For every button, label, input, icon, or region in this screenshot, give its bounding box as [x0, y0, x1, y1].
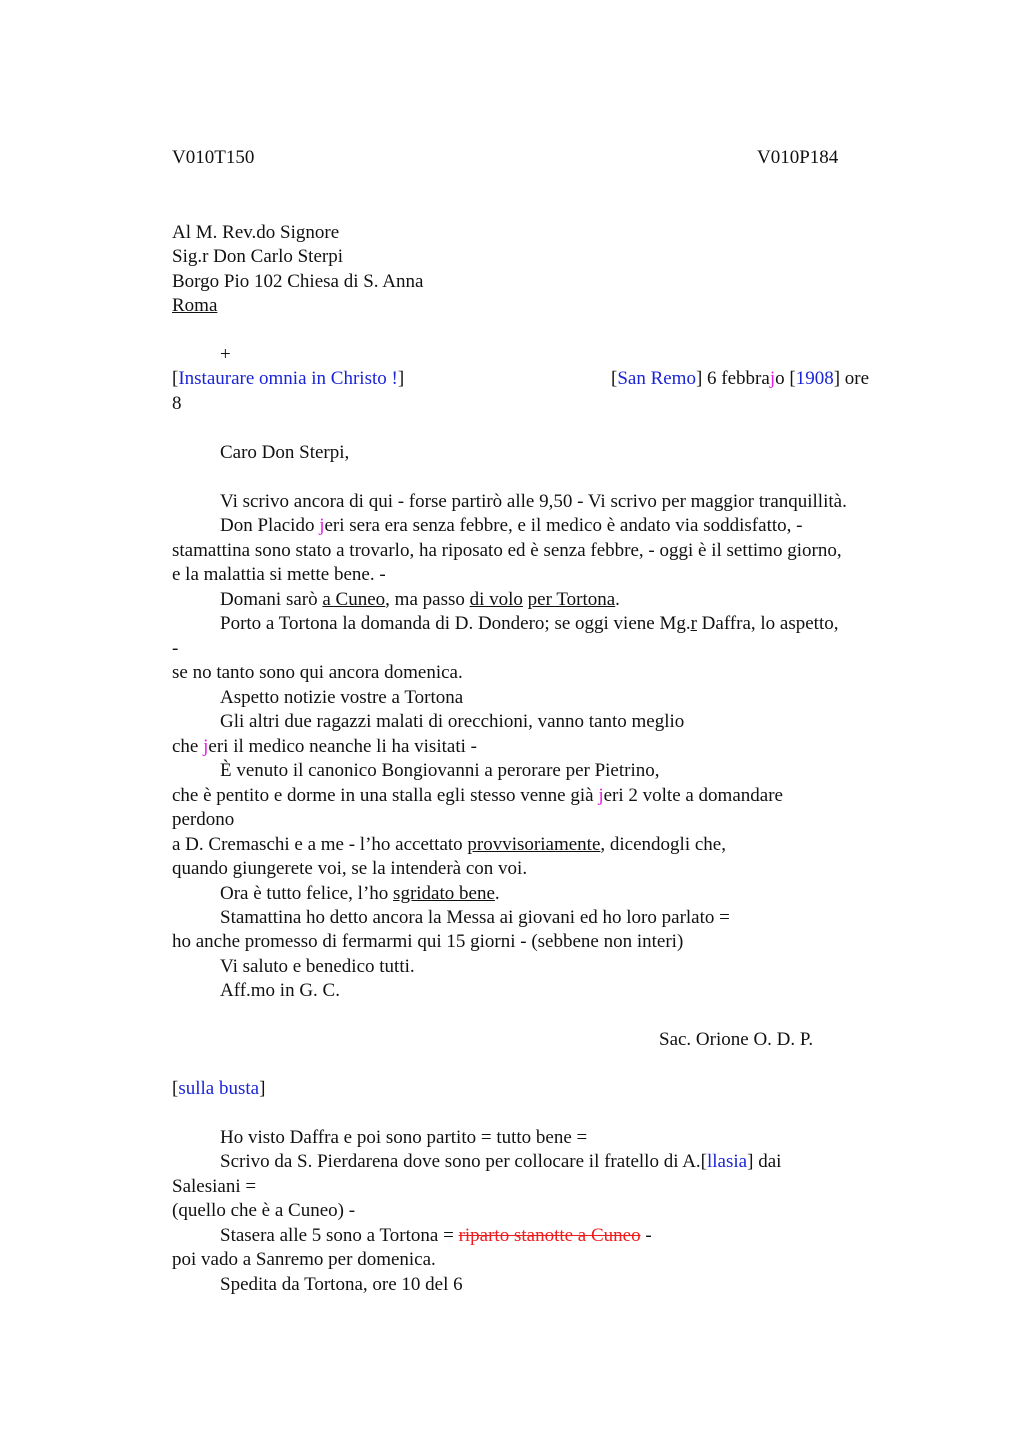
envelope-note-text: sulla busta	[178, 1078, 260, 1099]
dateline-emendation: j	[769, 368, 776, 389]
text-run: Don Placido	[220, 515, 320, 536]
postscript-line: (quello che è a Cuneo) -	[172, 1200, 356, 1221]
body-line: -	[172, 638, 179, 659]
text-run: a D. Cremaschi e a me - l’ho accettato	[172, 834, 468, 855]
text-run: che	[172, 736, 204, 757]
closing: Aff.mo in G. C.	[220, 980, 340, 1001]
text-run: Domani sarò	[220, 589, 323, 610]
motto-text: Instaurare omnia in Christo !	[178, 368, 398, 389]
underlined-text: di volo	[469, 589, 523, 610]
dateline-date: 6 febbra	[707, 368, 770, 389]
text-run: eri sera era senza febbre, e il medico è andato via soddisfatto, -	[324, 515, 803, 536]
body-line	[220, 588, 620, 612]
body-line	[172, 833, 726, 857]
body-line: Aspetto notizie vostre a Tortona	[220, 687, 464, 708]
archive-code-right: V010P184	[757, 147, 839, 168]
body-line: Vi saluto e benedico tutti.	[220, 956, 415, 977]
editorial-insertion: llasia	[707, 1151, 748, 1172]
body-line: se no tanto sono qui ancora domenica.	[172, 662, 463, 683]
body-line: ho anche promesso di fermarmi qui 15 giorni - (sebbene non interi)	[172, 931, 684, 952]
dateline: [San Remo] 6 febbrajo [1908] ore	[611, 368, 870, 389]
body-line	[172, 735, 477, 759]
postscript-line: Salesiani =	[172, 1176, 257, 1197]
dateline-place: San Remo	[617, 368, 696, 389]
emendation-j: j	[203, 736, 209, 757]
text-run: che è pentito e dorme in una stalla egli stesso venne già	[172, 785, 599, 806]
text-run: dai	[753, 1151, 782, 1172]
underlined-text: a Cuneo	[322, 589, 386, 610]
motto: [Instaurare omnia in Christo !]	[172, 368, 405, 389]
body-line: perdono	[172, 809, 235, 830]
underlined-text: sgridato bene	[393, 883, 495, 904]
body-line	[220, 882, 500, 906]
salutation: Caro Don Sterpi,	[220, 442, 350, 463]
text-run: .	[494, 883, 500, 904]
postscript-line: Scrivo da S. Pierdarena dove sono per collocare il fratello di A.[llasia] dai	[220, 1151, 782, 1172]
envelope-note: [sulla busta]	[172, 1078, 266, 1099]
text-run: eri il medico neanche li ha visitati -	[208, 736, 477, 757]
text-run: Daffra, lo aspetto,	[696, 613, 839, 634]
body-line	[220, 612, 839, 636]
postscript-line	[220, 1224, 652, 1248]
text-run: -	[640, 1225, 652, 1246]
text-run: , dicendogli che,	[600, 834, 726, 855]
text-run: .	[615, 589, 620, 610]
cross-mark: +	[220, 344, 231, 365]
signature: Sac. Orione O. D. P.	[659, 1029, 814, 1050]
underlined-text: r	[690, 613, 697, 634]
body-line	[220, 514, 802, 538]
dateline-year: 1908	[795, 368, 834, 389]
address-line: Borgo Pio 102 Chiesa di S. Anna	[172, 271, 424, 292]
emendation-j: j	[598, 785, 604, 806]
postscript-line: poi vado a Sanremo per domenica.	[172, 1249, 436, 1270]
body-line: quando giungerete voi, se la intenderà con voi.	[172, 858, 528, 879]
postscript-line: Ho visto Daffra e poi sono partito = tutto bene =	[220, 1127, 588, 1148]
text-run: eri 2 volte a domandare	[603, 785, 783, 806]
body-line: Gli altri due ragazzi malati di orecchioni, vanno tanto meglio	[220, 711, 685, 732]
body-line: Vi scrivo ancora di qui - forse partirò alle 9,50 - Vi scrivo per maggior tranquillità.	[220, 491, 847, 512]
address-city: Roma	[172, 295, 218, 316]
dateline-date-end: o	[775, 368, 785, 389]
text-run: Stasera alle 5 sono a Tortona =	[220, 1225, 459, 1246]
text-run: Ora è tutto felice, l’ho	[220, 883, 394, 904]
text-run: , ma passo	[385, 589, 470, 610]
postscript-line: Spedita da Tortona, ore 10 del 6	[220, 1274, 463, 1295]
dateline-ore: ore	[844, 368, 870, 389]
emendation-j: j	[319, 515, 325, 536]
address-line: Al M. Rev.do Signore	[172, 222, 340, 243]
text-run: Scrivo da S. Pierdarena dove sono per collocare il fratello di A.	[220, 1151, 701, 1172]
body-line	[172, 784, 783, 808]
body-line: È venuto il canonico Bongiovanni a perorare per Pietrino,	[220, 760, 660, 781]
address-line: Sig.r Don Carlo Sterpi	[172, 246, 343, 267]
deleted-text: riparto stanotte a Cuneo	[458, 1225, 641, 1246]
text-run: Porto a Tortona la domanda di D. Dondero; se oggi viene Mg.	[220, 613, 691, 634]
archive-code-left: V010T150	[172, 147, 255, 168]
body-line: e la malattia si mette bene. -	[172, 564, 386, 585]
underlined-text: per Tortona	[527, 589, 616, 610]
underlined-text: provvisoriamente	[467, 834, 601, 855]
body-line: Stamattina ho detto ancora la Messa ai giovani ed ho loro parlato =	[220, 907, 730, 928]
body-line: stamattina sono stato a trovarlo, ha riposato ed è senza febbre, - oggi è il settimo giorno,	[172, 540, 842, 561]
dateline-hour: 8	[172, 393, 182, 414]
